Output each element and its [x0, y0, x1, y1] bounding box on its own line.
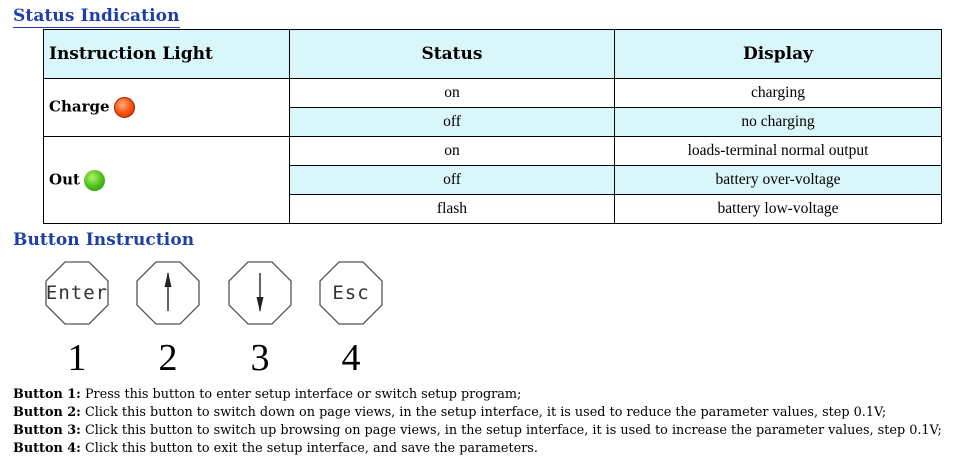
list-item: [13, 422, 953, 440]
display-cell: loads-terminal normal output: [615, 137, 942, 166]
esc-button: [319, 261, 383, 325]
button-instruction-title: Button Instruction: [13, 230, 195, 250]
description-term: Button 4:: [13, 441, 81, 456]
button-number-4: 4: [341, 337, 361, 379]
out-light-label: Out: [49, 170, 80, 188]
status-cell: off: [290, 166, 615, 195]
table-row: [44, 79, 942, 108]
description-term: Button 3:: [13, 423, 81, 438]
up-button: [136, 261, 200, 325]
description-text: Click this button to exit the setup interface, and save the parameters.: [80, 441, 538, 456]
description-text: Press this button to enter setup interface or switch setup program;: [80, 387, 522, 402]
button-number-3: 3: [250, 337, 270, 379]
arrow-up-icon: [136, 261, 200, 325]
arrow-down-icon: [228, 261, 292, 325]
header-instruction-light: Instruction Light: [44, 30, 290, 79]
display-cell: no charging: [615, 108, 942, 137]
description-term: Button 2:: [13, 405, 81, 420]
red-lamp-icon: [114, 97, 135, 118]
list-item: [13, 386, 953, 404]
header-display: Display: [615, 30, 942, 79]
down-button: [228, 261, 292, 325]
status-cell: off: [290, 108, 615, 137]
list-item: [13, 440, 953, 458]
charge-light-cell: [44, 79, 290, 137]
button-number-2: 2: [158, 337, 178, 379]
enter-button: [45, 261, 109, 325]
enter-button-label: Enter: [45, 282, 109, 304]
description-text: Click this button to switch down on page views, in the setup interface, it is used to reduce the parameter values, step 0.1V;: [80, 405, 887, 420]
display-cell: battery over-voltage: [615, 166, 942, 195]
green-lamp-icon: [84, 170, 105, 191]
description-text: Click this button to switch up browsing on page views, in the setup interface, it is used to increase the parameter values, step 0.1V;: [80, 423, 942, 438]
display-cell: charging: [615, 79, 942, 108]
list-item: [13, 404, 953, 422]
esc-button-label: Esc: [332, 282, 370, 304]
button-number-1: 1: [67, 337, 87, 379]
charge-light-label: Charge: [49, 97, 110, 116]
header-status: Status: [290, 30, 615, 79]
button-descriptions: [13, 386, 953, 458]
table-row: [44, 137, 942, 166]
status-cell: on: [290, 137, 615, 166]
status-indication-title: Status Indication: [13, 6, 180, 26]
status-cell: on: [290, 79, 615, 108]
out-light-cell: [44, 137, 290, 224]
status-cell: flash: [290, 195, 615, 224]
status-table: [43, 29, 942, 224]
display-cell: battery low-voltage: [615, 195, 942, 224]
description-term: Button 1:: [13, 387, 81, 402]
table-header-row: [44, 30, 942, 79]
